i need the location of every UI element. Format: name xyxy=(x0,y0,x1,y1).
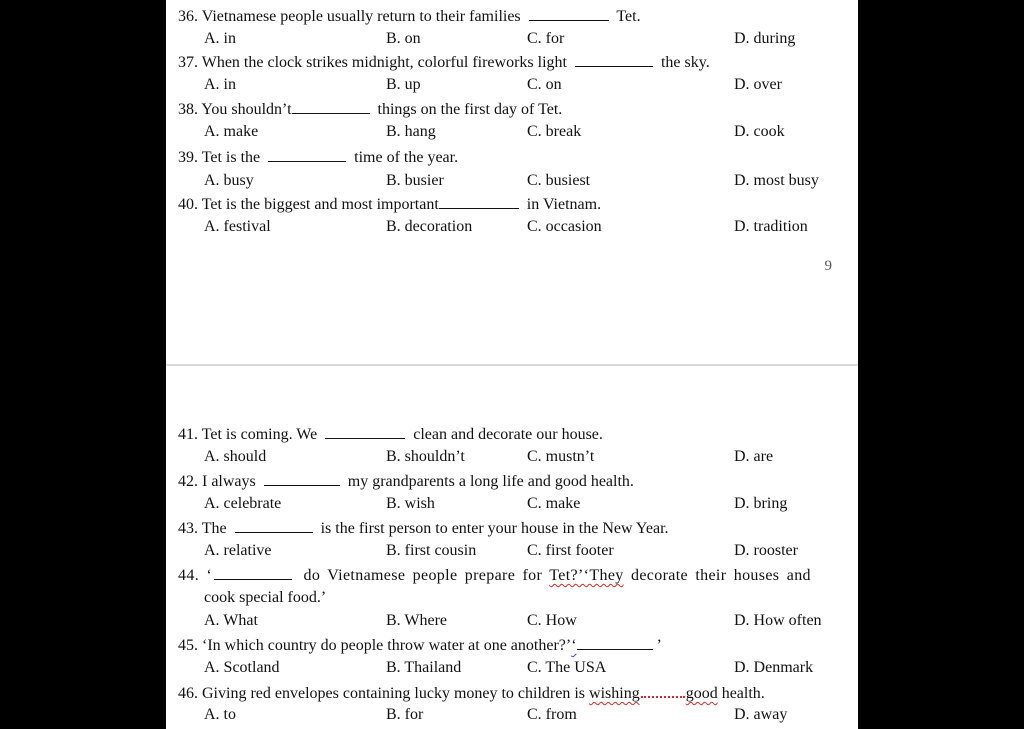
answer-blank xyxy=(325,424,405,439)
answer-blank xyxy=(264,471,340,486)
option-d: D. cook xyxy=(734,123,785,140)
worksheet-page-bottom xyxy=(166,366,858,729)
option-a: A. busy xyxy=(204,172,254,189)
question-37: 37. When the clock strikes midnight, colorful fireworks light the sky. xyxy=(178,54,710,71)
option-c: C. How xyxy=(527,612,577,629)
option-a: A. celebrate xyxy=(204,495,282,512)
option-d: D. most busy xyxy=(734,172,819,189)
option-c: C. The USA xyxy=(527,659,607,676)
option-b: B. decoration xyxy=(386,218,473,235)
option-b: B. up xyxy=(386,76,421,93)
option-d: D. are xyxy=(734,448,774,465)
page-number: 9 xyxy=(824,258,832,274)
option-a: A. make xyxy=(204,123,259,140)
option-a: A. in xyxy=(204,30,236,47)
option-c: C. for xyxy=(527,30,565,47)
question-41: 41. Tet is coming. We clean and decorate our house. xyxy=(178,426,603,443)
option-c: C. break xyxy=(527,123,582,140)
answer-blank xyxy=(641,682,685,698)
question-40: 40. Tet is the biggest and most important in Vietnam. xyxy=(178,196,602,213)
option-c: C. make xyxy=(527,495,581,512)
option-d: D. Denmark xyxy=(734,659,814,676)
option-d: D. tradition xyxy=(734,218,808,235)
answer-blank xyxy=(268,147,346,162)
option-b: B. hang xyxy=(386,123,436,140)
option-d: D. rooster xyxy=(734,542,798,559)
option-a: A. in xyxy=(204,76,236,93)
option-a: A. Scotland xyxy=(204,659,280,676)
option-c: C. mustn’t xyxy=(527,448,595,465)
option-d: D. How often xyxy=(734,612,822,629)
answer-blank xyxy=(235,518,313,533)
worksheet-page-top xyxy=(166,0,858,364)
option-c: C. occasion xyxy=(527,218,602,235)
option-c: C. first footer xyxy=(527,542,614,559)
option-d: D. during xyxy=(734,30,796,47)
answer-blank xyxy=(529,6,609,21)
option-d: D. away xyxy=(734,706,788,723)
answer-blank xyxy=(439,194,519,209)
question-42: 42. I always my grandparents a long life and good health. xyxy=(178,473,634,490)
option-b: B. first cousin xyxy=(386,542,477,559)
option-d: D. bring xyxy=(734,495,788,512)
option-c: C. on xyxy=(527,76,562,93)
answer-blank xyxy=(575,52,653,67)
option-b: B. wish xyxy=(386,495,435,512)
question-45: 45. ‘In which country do people throw water at one another?’‘ ’ xyxy=(178,637,662,654)
question-38: 38. You shouldn’t things on the first day of Tet. xyxy=(178,101,563,118)
option-a: A. What xyxy=(204,612,258,629)
option-b: B. Where xyxy=(386,612,448,629)
question-39: 39. Tet is the time of the year. xyxy=(178,149,459,166)
question-44: 44. ‘ do Vietnamese people prepare for Tet?’‘They decorate their houses and xyxy=(178,567,811,584)
answer-blank xyxy=(577,635,653,650)
question-43: 43. The is the first person to enter your house in the New Year. xyxy=(178,520,669,537)
option-a: A. relative xyxy=(204,542,272,559)
option-a: A. should xyxy=(204,448,267,465)
option-d: D. over xyxy=(734,76,782,93)
question-44-continuation: cook special food.’ xyxy=(204,589,327,606)
option-c: C. busiest xyxy=(527,172,591,189)
option-b: B. busier xyxy=(386,172,444,189)
option-c: C. from xyxy=(527,706,577,723)
option-a: A. to xyxy=(204,706,236,723)
question-36: 36. Vietnamese people usually return to their families Tet. xyxy=(178,8,641,25)
question-46: 46. Giving red envelopes containing lucky money to children is wishing good health. xyxy=(178,682,765,704)
option-b: B. shouldn’t xyxy=(386,448,465,465)
option-b: B. Thailand xyxy=(386,659,462,676)
answer-blank xyxy=(214,565,292,580)
option-b: B. for xyxy=(386,706,424,723)
option-b: B. on xyxy=(386,30,421,47)
answer-blank xyxy=(292,99,370,114)
option-a: A. festival xyxy=(204,218,271,235)
